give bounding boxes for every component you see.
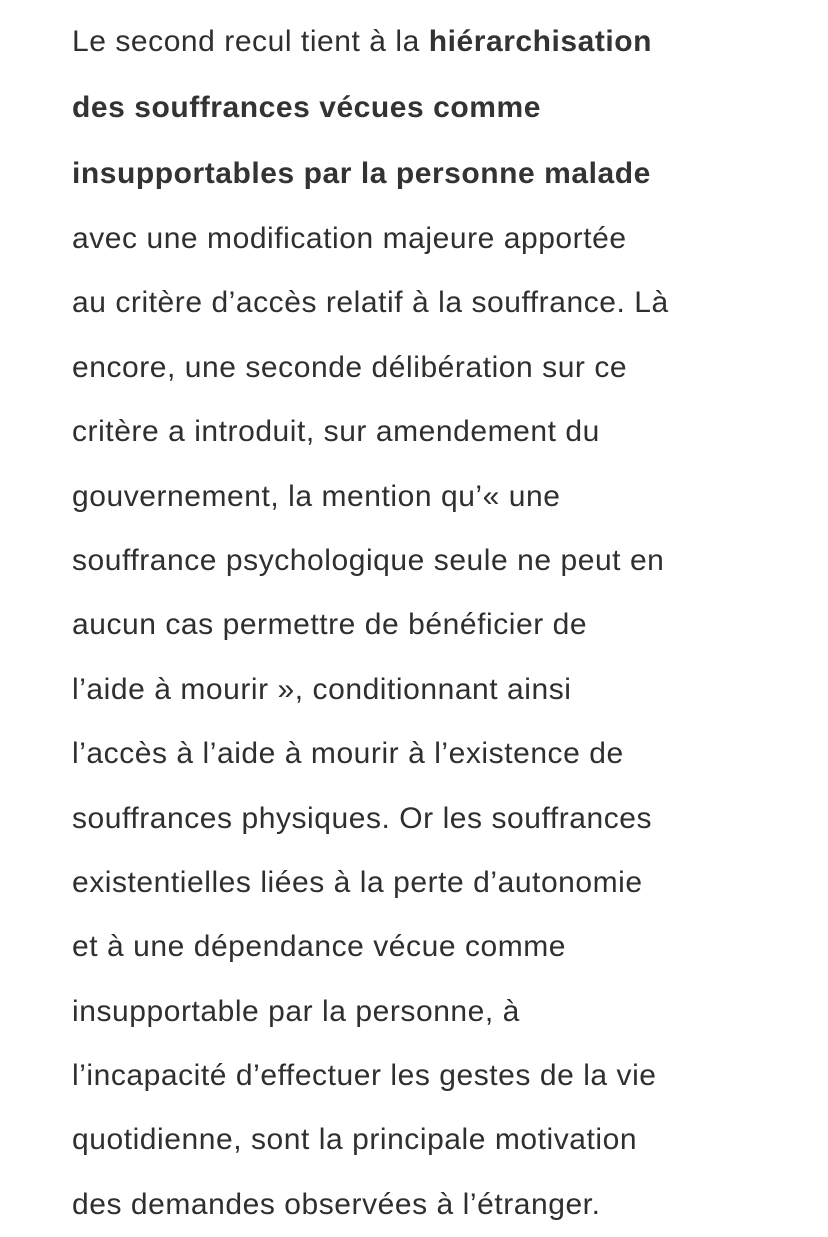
paragraph-line: critère a introduit, sur amendement du (72, 415, 600, 449)
paragraph-line: des demandes observées à l’étranger. (72, 1187, 601, 1221)
emphasis-text: hiérarchisation (428, 25, 653, 58)
intro-text: Le second recul tient à la (72, 25, 429, 58)
paragraph-line: souffrances physiques. Or les souffrances (72, 801, 653, 835)
emphasis-line: des souffrances vécues comme (72, 91, 541, 124)
paragraph-line: gouvernement, la mention qu’« une (72, 479, 561, 513)
article-paragraph (72, 9, 772, 1237)
paragraph-line: aucun cas permettre de bénéficier de (72, 608, 588, 642)
paragraph-line: souffrance psychologique seule ne peut en (72, 543, 665, 577)
emphasis-line: insupportables par la personne malade (72, 157, 651, 190)
paragraph-line: insupportable par la personne, à (72, 994, 520, 1028)
paragraph-line: quotidienne, sont la principale motivation (72, 1123, 638, 1157)
paragraph-line: au critère d’accès relatif à la souffrance. Là (72, 286, 669, 320)
paragraph-line: l’incapacité d’effectuer les gestes de la vie (72, 1059, 657, 1093)
paragraph-line: encore, une seconde délibération sur ce (72, 350, 628, 384)
paragraph-line: l’aide à mourir », conditionnant ainsi (72, 672, 572, 706)
paragraph-line: l’accès à l’aide à mourir à l’existence de (72, 737, 624, 771)
paragraph-line: existentielles liées à la perte d’autonomie (72, 865, 643, 899)
paragraph-line: avec une modification majeure apportée (72, 222, 627, 255)
article-body (72, 9, 772, 1237)
paragraph-line (72, 9, 772, 75)
paragraph-line: et à une dépendance vécue comme (72, 930, 567, 964)
